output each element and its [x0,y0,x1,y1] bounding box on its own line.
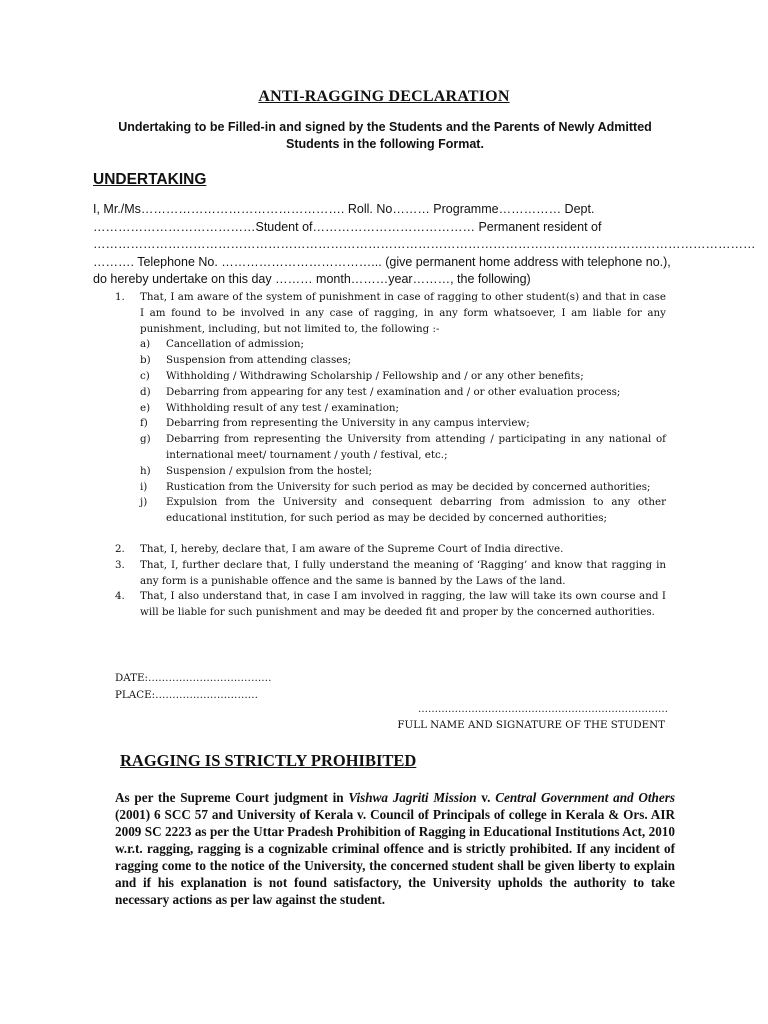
declaration-line: …………………………………Student of………………………………… Permanent resident of [93,219,602,234]
sub-item-letter: c) [140,369,150,382]
declaration-fill-in-block [93,201,756,289]
declaration-line: ………. Telephone No. ………………………………... (give permanent home address with telephone no.), [93,254,671,269]
sub-item-letter: e) [140,401,151,414]
clause-text: That, I am aware of the system of punishment in case of ragging to other student(s) and that in case I am found to be involved in any case of ragging, in any form whatsoever, I am liable for any punishment, including, but not limited to, the following :- [140,291,666,335]
prohibited-paragraph [115,789,675,908]
sub-list-item [140,416,666,432]
declaration-line: I, Mr./Ms…………………………………………. Roll. No……… Programme…………… Dept. [93,202,595,216]
clause-text: That, I, hereby, declare that, I am aware of the Supreme Court of India directive. [140,542,564,555]
page-title: ANTI-RAGGING DECLARATION [258,88,510,105]
clause-item [113,558,666,590]
sub-list-item [140,385,666,401]
paragraph-text: As per the Supreme Court judgment in [115,790,349,805]
sub-list-item [140,401,666,417]
sub-item-letter: a) [140,338,151,351]
sub-item-letter: g) [140,433,151,446]
sub-item-text: Withholding result of any test / examination; [166,401,400,414]
prohibited-heading: RAGGING IS STRICTLY PROHIBITED [120,751,417,770]
clause-item [113,589,666,621]
clauses-list [113,290,666,621]
undertaking-heading: UNDERTAKING [93,171,207,188]
clause-text: That, I, further declare that, I fully understand the meaning of ‘Ragging’ and know that ragging in any form is a punishable offence and the same is banned by the Laws of the land. [140,558,666,587]
sub-item-text: Suspension / expulsion from the hostel; [166,464,373,477]
punishment-sub-list [140,337,666,527]
declaration-line: …………………………………………………………………………………………………………………………………………… [93,237,756,251]
sub-item-letter: i) [140,480,148,493]
declaration-line: do hereby undertake on this day ……… month………year………, the following) [93,272,531,286]
sub-item-letter: d) [140,385,151,398]
sub-item-letter: h) [140,464,151,477]
sub-item-text: Suspension from attending classes; [166,354,352,367]
sub-list-item [140,495,666,527]
sub-list-item [140,353,666,369]
sub-list-item [140,464,666,480]
clause-number: 1. [115,291,125,303]
sub-list-item [140,337,666,353]
sub-list-item [140,480,666,496]
date-place-block [115,670,272,704]
clause-number: 4. [115,590,125,603]
case-name-1: Vishwa Jagriti Mission [348,790,477,805]
place-field: PLACE:………………………… [115,689,259,701]
sub-item-text: Withholding / Withdrawing Scholarship / Fellowship and / or any other benefits; [166,369,584,382]
signature-line: ………………………………………………………………… [418,704,668,715]
sub-item-letter: b) [140,354,151,367]
clause-text: That, I also understand that, in case I am involved in ragging, the law will take its own course and I will be liable for such punishment and may be deeded fit and proper by the concerned authorities. [140,590,666,619]
sub-list-item [140,432,666,464]
spacer [113,527,666,542]
date-field: DATE:……………………………… [115,672,272,684]
case-name-2: Central Government and Others [495,790,675,805]
page-subtitle: Undertaking to be Filled-in and signed by the Students and the Parents of Newly Admitted Students in the following Format. [118,120,652,151]
sub-item-text: Debarring from representing the University in any campus interview; [166,417,530,430]
paragraph-text: v. [476,790,496,805]
sub-item-text: Cancellation of admission; [166,338,305,351]
clause-item [113,290,666,527]
signature-label: FULL NAME AND SIGNATURE OF THE STUDENT [397,719,665,731]
sub-list-item [140,369,666,385]
sub-item-text: Rustication from the University for such period as may be decided by concerned authorities; [166,480,651,493]
paragraph-text: (2001) 6 SCC 57 and University of Kerala v. Council of Principals of college in Kerala & Ors. AIR 2009 SC 2223 as per the Uttar Pradesh Prohibition of Ragging in Educational Institutions Act, 2010 w.r.t. ragging, ragging is a cognizable criminal offence and is strictly prohibited. If any incident of ragging come to the notice of the University, the concerned student shall be given liberty to explain and if his explanation is not found satisfactory, the University upholds the authority to take necessary actions as per law against the student. [115,807,675,907]
sub-item-text: Debarring from representing the University from attending / participating in any national of international meet/ tournament / youth / festival, etc.; [166,433,666,461]
clause-item [113,542,666,558]
sub-item-letter: j) [140,496,148,509]
sub-item-letter: f) [140,417,148,430]
clause-number: 3. [115,558,125,571]
clause-number: 2. [115,542,125,555]
sub-item-text: Expulsion from the University and consequent debarring from admission to any other educational institution, for such period as may be decided by concerned authorities; [166,496,666,525]
sub-item-text: Debarring from appearing for any test / examination and / or other evaluation process; [166,385,621,398]
